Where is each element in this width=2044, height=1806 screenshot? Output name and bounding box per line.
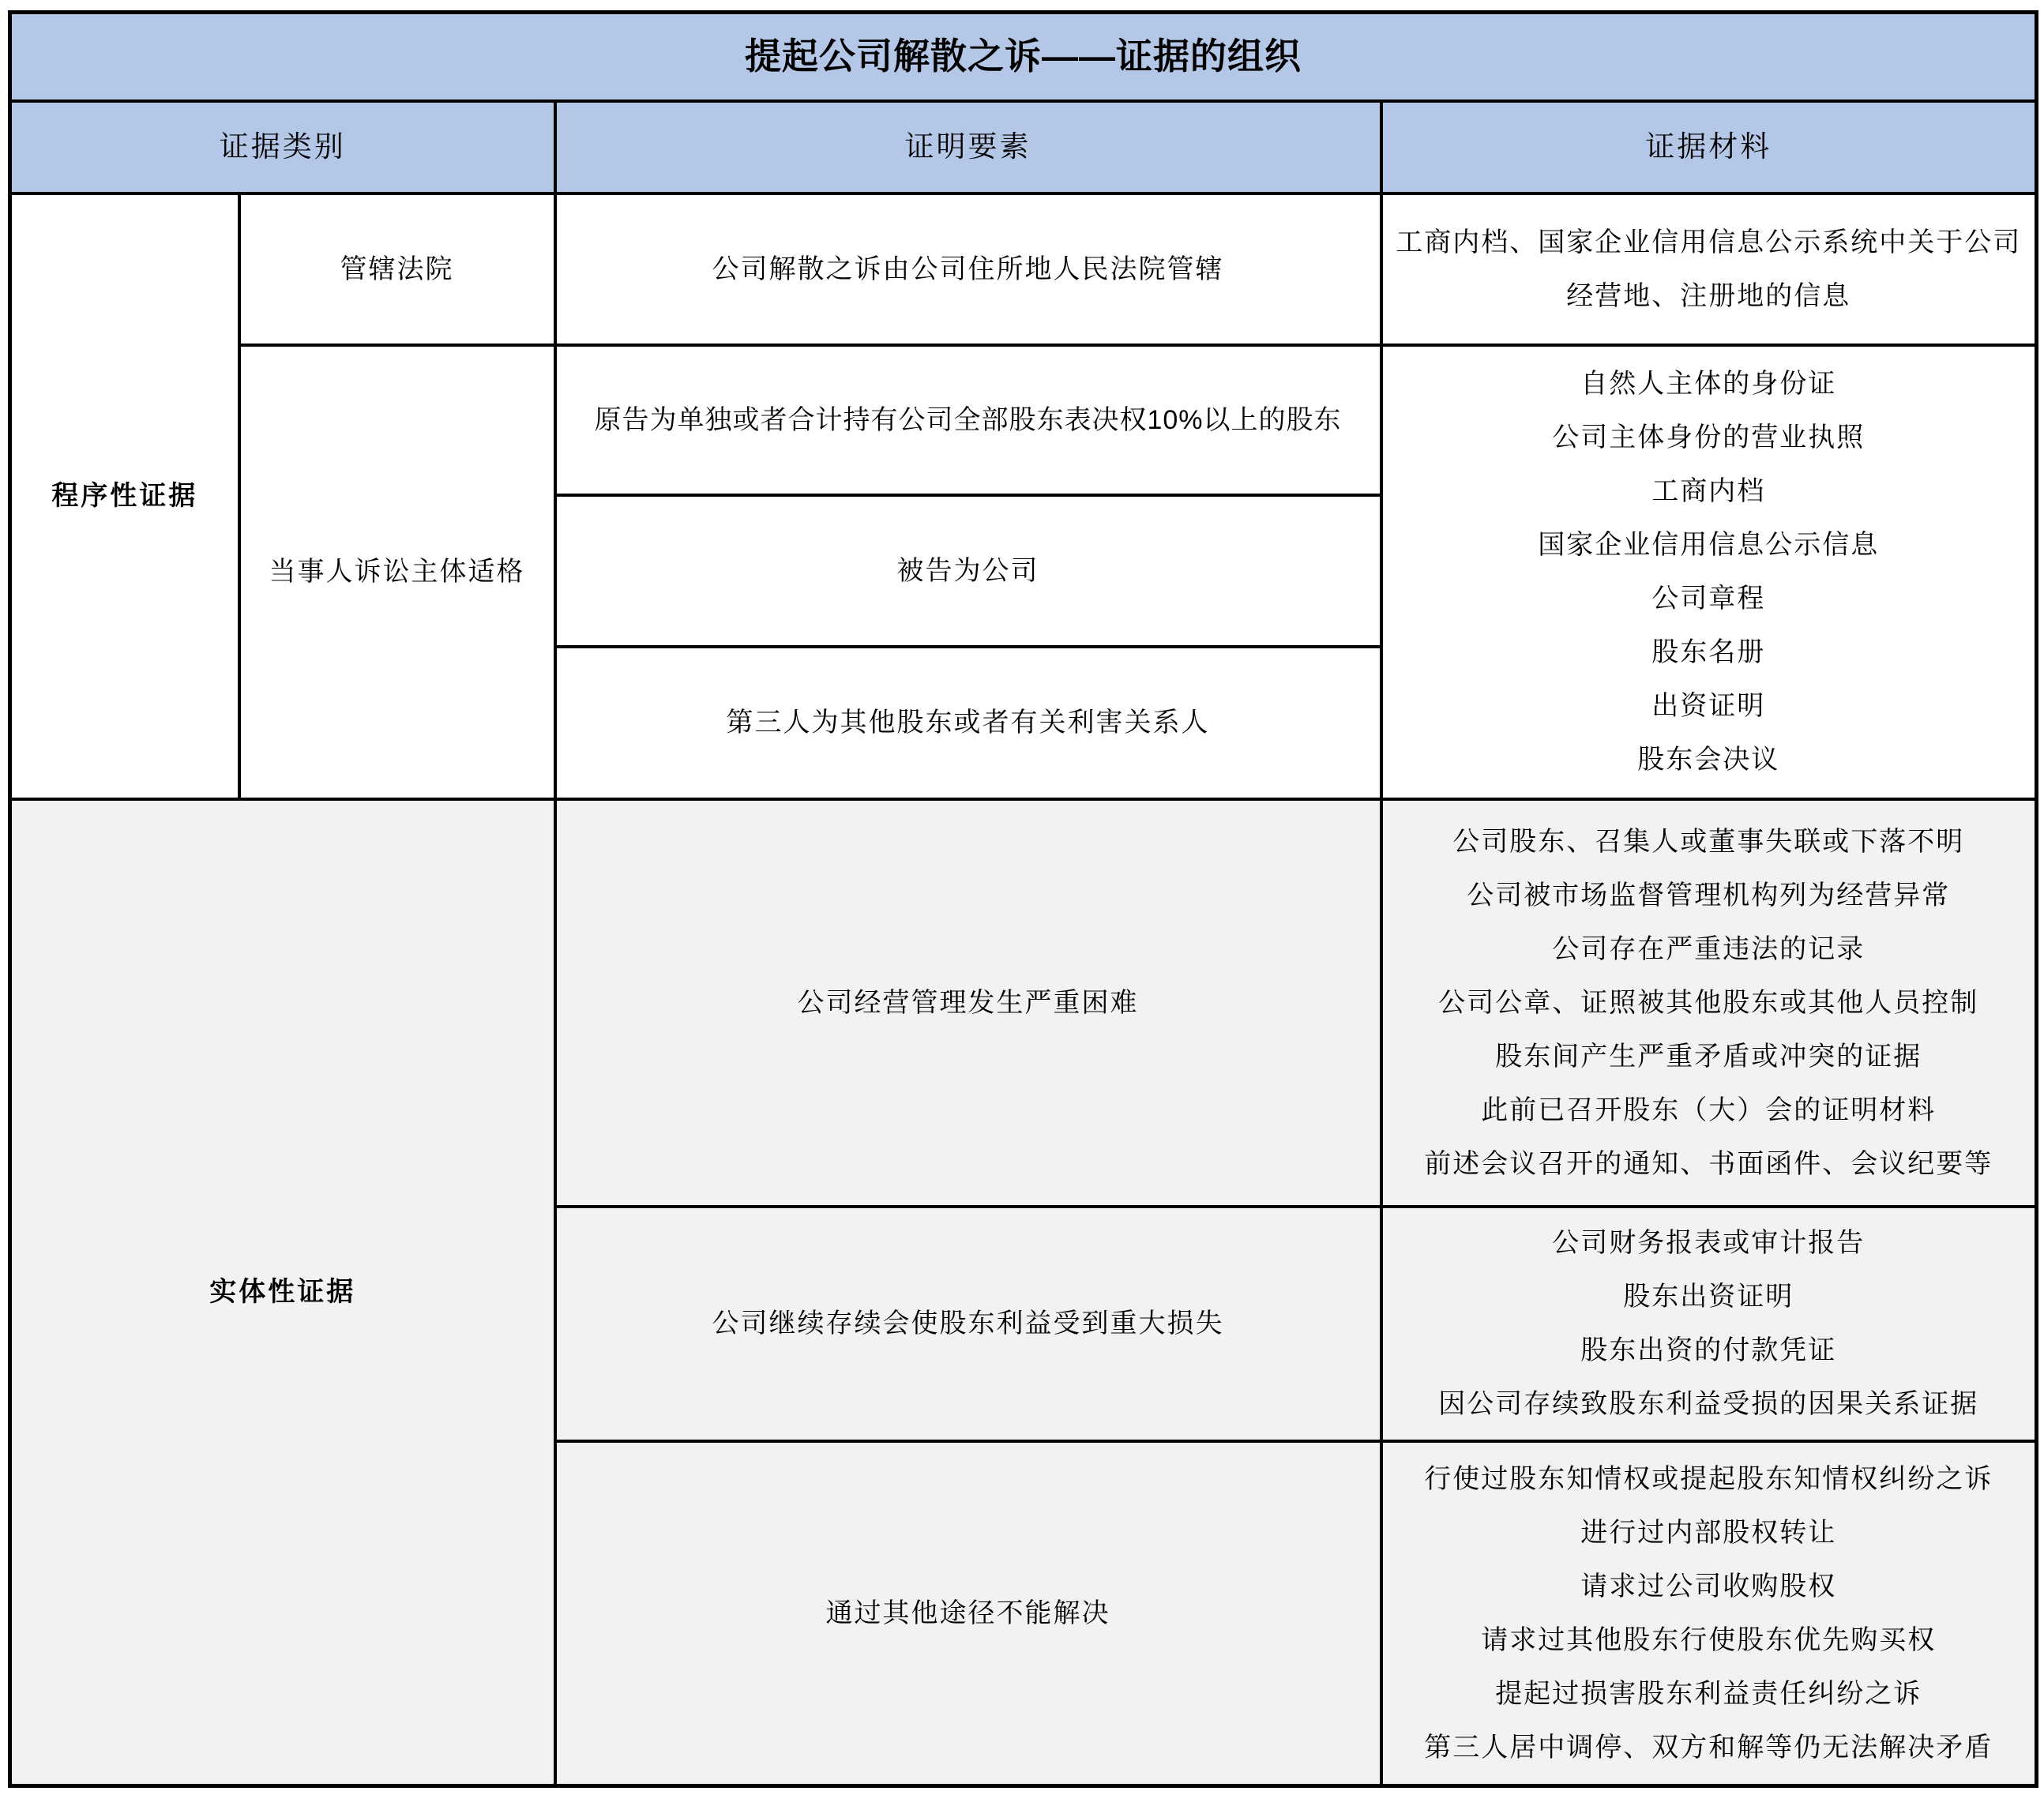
material-cell-standing (1381, 345, 2037, 799)
material-list-line: 股东名册 (1651, 637, 1766, 667)
material-list-line: 公司公章、证照被其他股东或其他人员控制 (1438, 987, 1979, 1018)
evidence-table (8, 10, 2038, 1788)
material-cell-management-difficulty (1381, 799, 2037, 1207)
column-header-category: 证据类别 (10, 101, 555, 193)
table-row-header (10, 101, 2037, 193)
material-list-line: 请求过其他股东行使股东优先购买权 (1481, 1624, 1937, 1655)
material-list-line: 行使过股东知情权或提起股东知情权纠纷之诉 (1424, 1463, 1993, 1494)
table-title: 提起公司解散之诉——证据的组织 (10, 13, 2037, 101)
material-list-line: 股东出资证明 (1623, 1282, 1794, 1312)
element-cell-plaintiff: 原告为单独或者合计持有公司全部股东表决权10%以上的股东 (555, 345, 1381, 495)
material-list-line: 股东会决议 (1637, 745, 1780, 775)
column-header-element: 证明要素 (555, 101, 1381, 193)
material-list-line: 公司财务报表或审计报告 (1552, 1228, 1866, 1258)
material-list-line: 请求过公司收购股权 (1580, 1571, 1837, 1601)
material-list-line: 公司存在严重违法的记录 (1552, 933, 1866, 964)
material-list-line: 公司章程 (1651, 584, 1766, 614)
material-cell-shareholder-loss (1381, 1207, 2037, 1441)
material-list-line: 进行过内部股权转让 (1580, 1517, 1837, 1548)
table-row-jurisdiction (10, 193, 2037, 345)
category-cell-procedural: 程序性证据 (10, 193, 239, 799)
material-list-line: 出资证明 (1651, 691, 1766, 721)
element-cell-no-other-remedy: 通过其他途径不能解决 (555, 1441, 1381, 1786)
table-row-plaintiff (10, 345, 2037, 495)
material-list-line: 因公司存续致股东利益受损的因果关系证据 (1438, 1389, 1979, 1419)
material-list-line: 前述会议召开的通知、书面函件、会议纪要等 (1424, 1148, 1993, 1179)
element-cell-defendant: 被告为公司 (555, 495, 1381, 647)
category-cell-substantive: 实体性证据 (10, 799, 555, 1786)
material-list-line: 提起过损害股东利益责任纠纷之诉 (1495, 1678, 1922, 1709)
material-list-line: 股东间产生严重矛盾或冲突的证据 (1495, 1041, 1922, 1072)
material-list-line: 公司股东、召集人或董事失联或下落不明 (1452, 826, 1965, 857)
material-list-line: 自然人主体的身份证 (1580, 369, 1837, 399)
material-list-line: 此前已召开股东（大）会的证明材料 (1481, 1094, 1937, 1125)
material-list-line: 工商内档 (1651, 476, 1766, 506)
material-list-line: 股东出资的付款凭证 (1580, 1335, 1837, 1365)
element-cell-thirdparty: 第三人为其他股东或者有关利害关系人 (555, 647, 1381, 799)
element-cell-jurisdiction: 公司解散之诉由公司住所地人民法院管辖 (555, 193, 1381, 345)
material-list-line: 第三人居中调停、双方和解等仍无法解决矛盾 (1424, 1732, 1993, 1763)
table-row-management-difficulty (10, 799, 2037, 1207)
material-cell-no-other-remedy (1381, 1441, 2037, 1786)
element-cell-shareholder-loss: 公司继续存续会使股东利益受到重大损失 (555, 1207, 1381, 1441)
table-row-title (10, 13, 2037, 101)
subcategory-cell-standing: 当事人诉讼主体适格 (239, 345, 555, 799)
element-cell-management-difficulty: 公司经营管理发生严重困难 (555, 799, 1381, 1207)
column-header-material: 证据材料 (1381, 101, 2037, 193)
material-list-line: 国家企业信用信息公示信息 (1538, 530, 1880, 560)
material-list-line: 公司被市场监督管理机构列为经营异常 (1467, 880, 1951, 911)
subcategory-cell-jurisdiction: 管辖法院 (239, 193, 555, 345)
material-list-line: 公司主体身份的营业执照 (1552, 422, 1866, 452)
material-cell-jurisdiction: 工商内档、国家企业信用信息公示系统中关于公司经营地、注册地的信息 (1381, 193, 2037, 345)
